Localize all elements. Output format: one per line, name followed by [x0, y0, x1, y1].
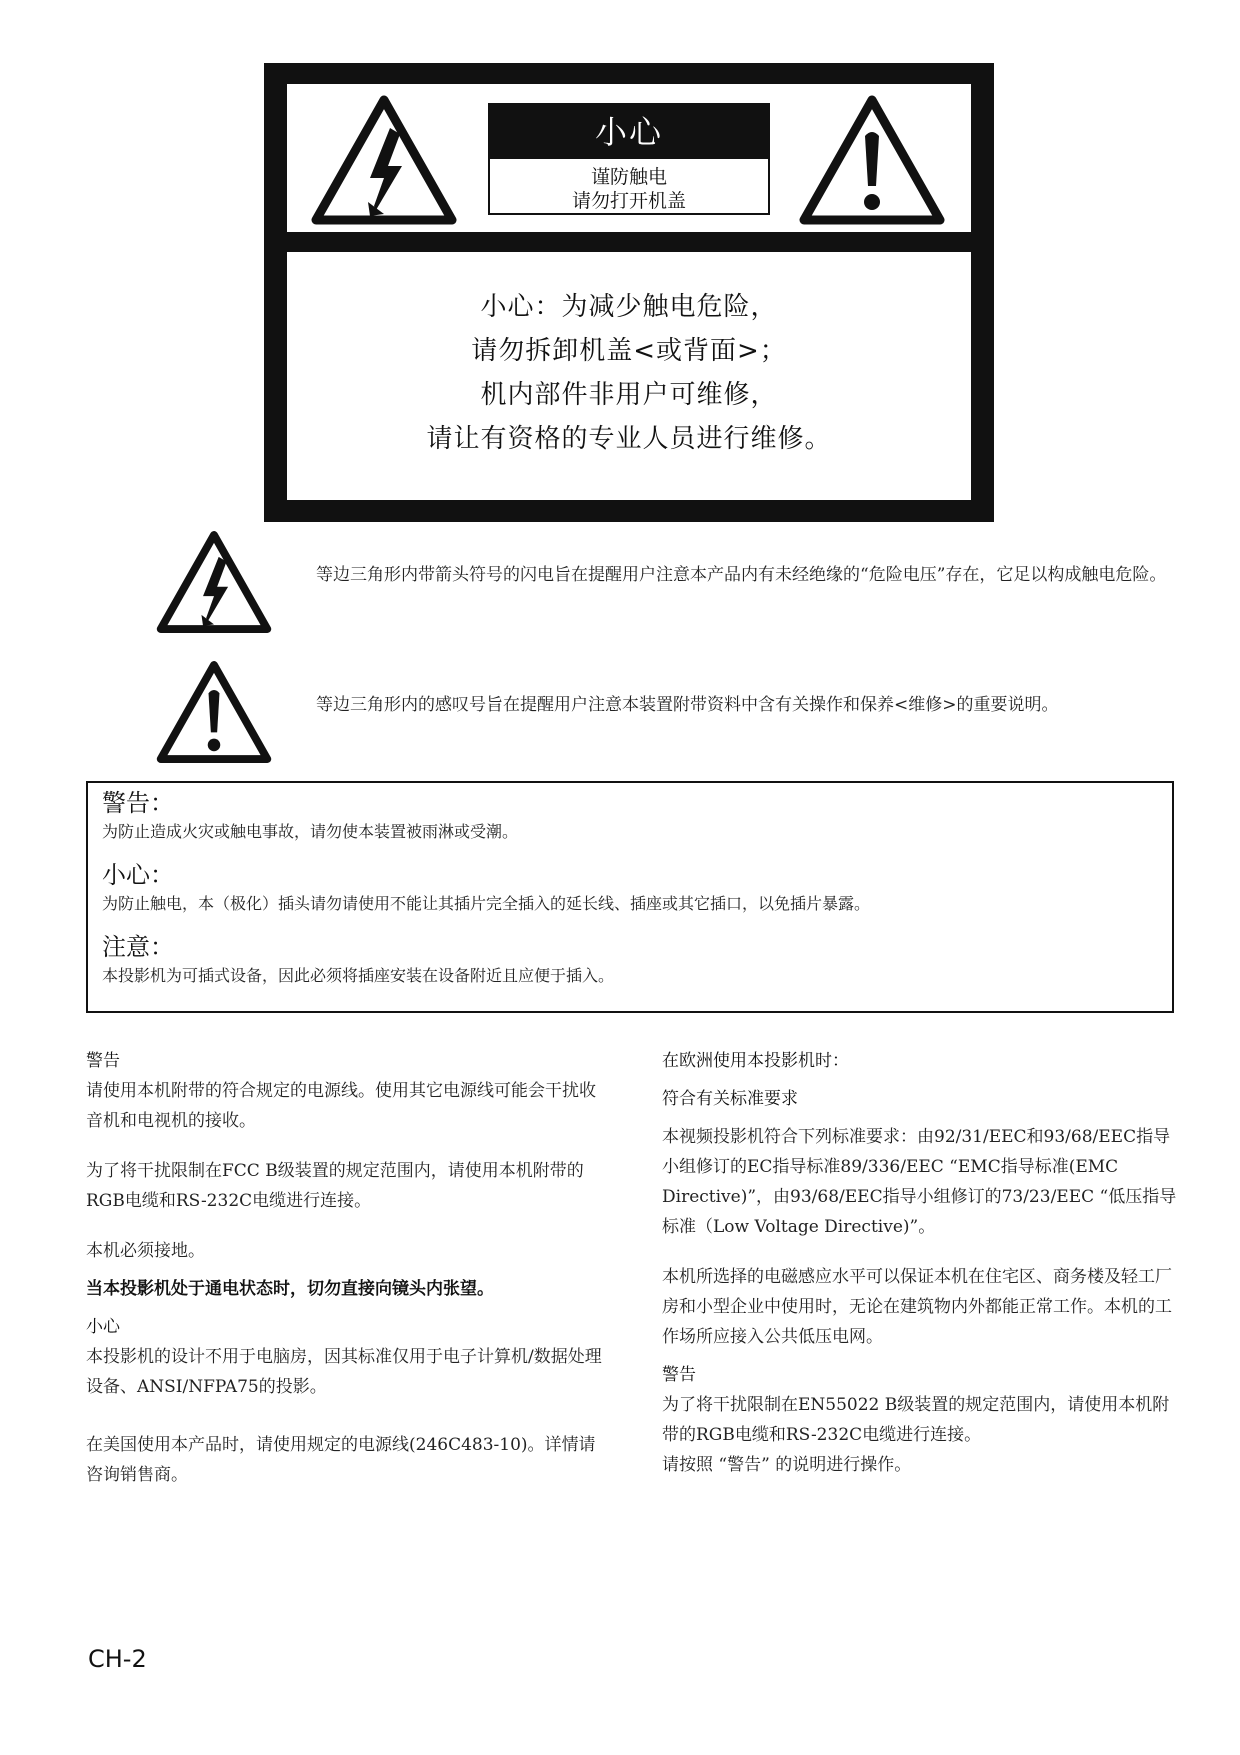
section-subheading: 符合有关标准要求 — [662, 1089, 798, 1109]
lightning-symbol-description: 等边三角形内带箭头符号的闪电旨在提醒用户注意本产品内有未经绝缘的“危险电压”存在，它足以构成触电危险。 — [316, 565, 1167, 585]
paragraph: 请按照 “警告” 的说明进行操作。 — [662, 1455, 912, 1475]
paragraph: 本视频投影机符合下列标准要求：由92/31/EEC和93/68/EEC指导小组修订的EC指导标准89/336/EEC “EMC指导标准(EMC Directive)”，由93/68/EEC指导小组修订的73/23/EEC “低压指导标准（Low Voltage Directive)”。 — [662, 1127, 1177, 1237]
paragraph: 本机必须接地。 — [86, 1241, 205, 1261]
caution-label-line1: 谨防触电 — [590, 166, 667, 188]
section-heading: 警告 — [86, 1051, 120, 1071]
section-heading: 警告 — [662, 1365, 696, 1385]
right-column — [662, 1046, 1182, 1480]
exclamation-triangle-icon — [798, 94, 946, 226]
warning-box — [86, 781, 1174, 1013]
paragraph: 为了将干扰限制在FCC B级装置的规定范围内，请使用本机附带的RGB电缆和RS-232C电缆进行连接。 — [86, 1161, 584, 1211]
notice-text: 本投影机为可插式设备，因此必须将插座安装在设备附近且应便于插入。 — [102, 966, 615, 985]
paragraph: 本投影机的设计不用于电脑房，因其标准仅用于电子计算机/数据处理设备、ANSI/NFPA75的投影。 — [86, 1347, 602, 1397]
caution-label-line2: 请勿打开机盖 — [571, 190, 686, 212]
notice-title: 注意： — [102, 933, 174, 961]
lightning-triangle-icon — [310, 94, 458, 226]
bold-note: 当本投影机处于通电状态时，切勿直接向镜头内张望。 — [86, 1279, 494, 1299]
caution-main-line: 请勿拆卸机盖<或背面>； — [471, 336, 787, 366]
paragraph: 请使用本机附带的符合规定的电源线。使用其它电源线可能会干扰收音机和电视机的接收。 — [86, 1081, 596, 1131]
section-heading: 小心 — [86, 1317, 120, 1337]
section-heading: 在欧洲使用本投影机时： — [662, 1051, 849, 1071]
caution-title: 小心： — [102, 861, 174, 889]
warning-text: 为防止造成火灾或触电事故，请勿使本装置被雨淋或受潮。 — [102, 822, 519, 841]
caution-main-line: 机内部件非用户可维修， — [480, 380, 778, 410]
left-column — [86, 1046, 606, 1490]
exclamation-triangle-icon — [156, 660, 272, 764]
warning-title: 警告： — [102, 789, 174, 817]
caution-label — [488, 103, 770, 215]
caution-text: 为防止触电，本（极化）插头请勿请使用不能让其插片完全插入的延长线、插座或其它插口，以免插片暴露。 — [102, 894, 871, 913]
page-number: CH-2 — [88, 1645, 147, 1673]
paragraph: 本机所选择的电磁感应水平可以保证本机在住宅区、商务楼及轻工厂房和小型企业中使用时，无论在建筑物内外都能正常工作。本机的工作场所应接入公共低压电网。 — [662, 1267, 1172, 1347]
lightning-triangle-icon — [156, 530, 272, 634]
caution-main-line: 小心：为减少触电危险， — [480, 292, 778, 322]
caution-label-title: 小心 — [490, 105, 768, 159]
paragraph: 在美国使用本产品时，请使用规定的电源线(246C483-10)。详情请咨询销售商。 — [86, 1435, 596, 1485]
exclamation-symbol-description: 等边三角形内的感叹号旨在提醒用户注意本装置附带资料中含有关操作和保养<维修>的重要说明。 — [316, 695, 1059, 715]
paragraph: 为了将干扰限制在EN55022 B级装置的规定范围内，请使用本机附带的RGB电缆和RS-232C电缆进行连接。 — [662, 1395, 1170, 1445]
caution-main-line: 请让有资格的专业人员进行维修。 — [426, 424, 832, 454]
